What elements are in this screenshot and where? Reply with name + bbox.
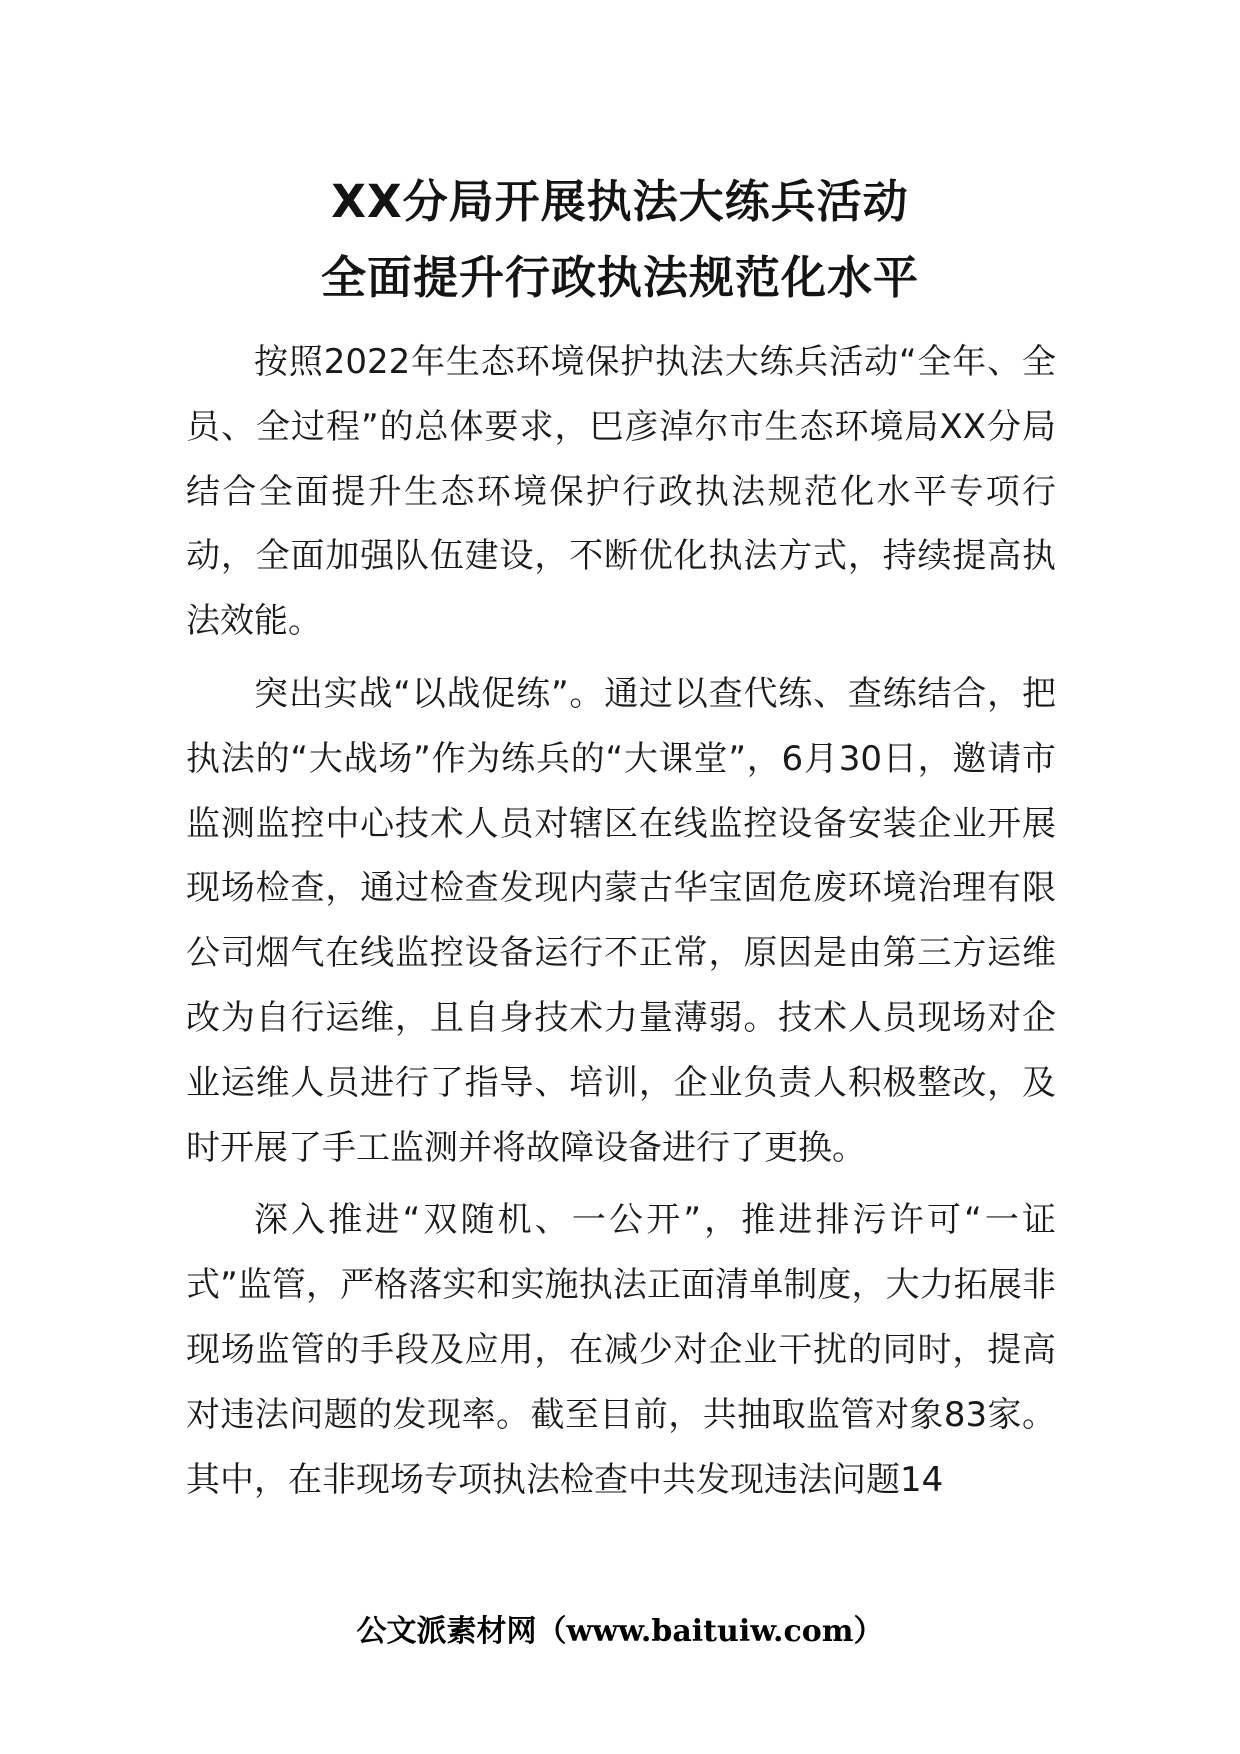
paragraph-supervision: 深入推进“双随机、一公开”，推进排污许可“一证式”监管，严格落实和实施执法正面清单制度，大力拓展非现场监管的手段及应用，在减少对企业干扰的同时，提高对违法问题的发现率。截至目前，共抽取监管对象83家。其中，在非现场专项执法检查中共发现违法问题14: [186, 1200, 1056, 1500]
document-body: [186, 330, 1056, 1512]
paragraph-practice: 突出实战“以战促练”。通过以查代练、查练结合，把执法的“大战场”作为练兵的“大课堂”，6月30日，邀请市监测监控中心技术人员对辖区在线监控设备安装企业开展现场检查，通过检查发现内蒙古华宝固危废环境治理有限公司烟气在线监控设备运行不正常，原因是由第三方运维改为自行运维，且自身技术力量薄弱。技术人员现场对企业运维人员进行了指导、培训，企业负责人积极整改，及时开展了手工监测并将故障设备进行了更换。: [186, 673, 1056, 1168]
footer-watermark: 公文派素材网（www.baituiw.com）: [356, 1614, 884, 1649]
paragraph-intro: 按照2022年生态环境保护执法大练兵活动“全年、全员、全过程”的总体要求，巴彦淖尔市生态环境局XX分局结合全面提升生态环境保护行政执法规范化水平专项行动，全面加强队伍建设，不断优化执法方式，持续提高执法效能。: [186, 342, 1056, 642]
document-title-line-1: XX分局开展执法大练兵活动: [331, 175, 909, 228]
document-title-line-2: 全面提升行政执法规范化水平: [320, 251, 919, 304]
